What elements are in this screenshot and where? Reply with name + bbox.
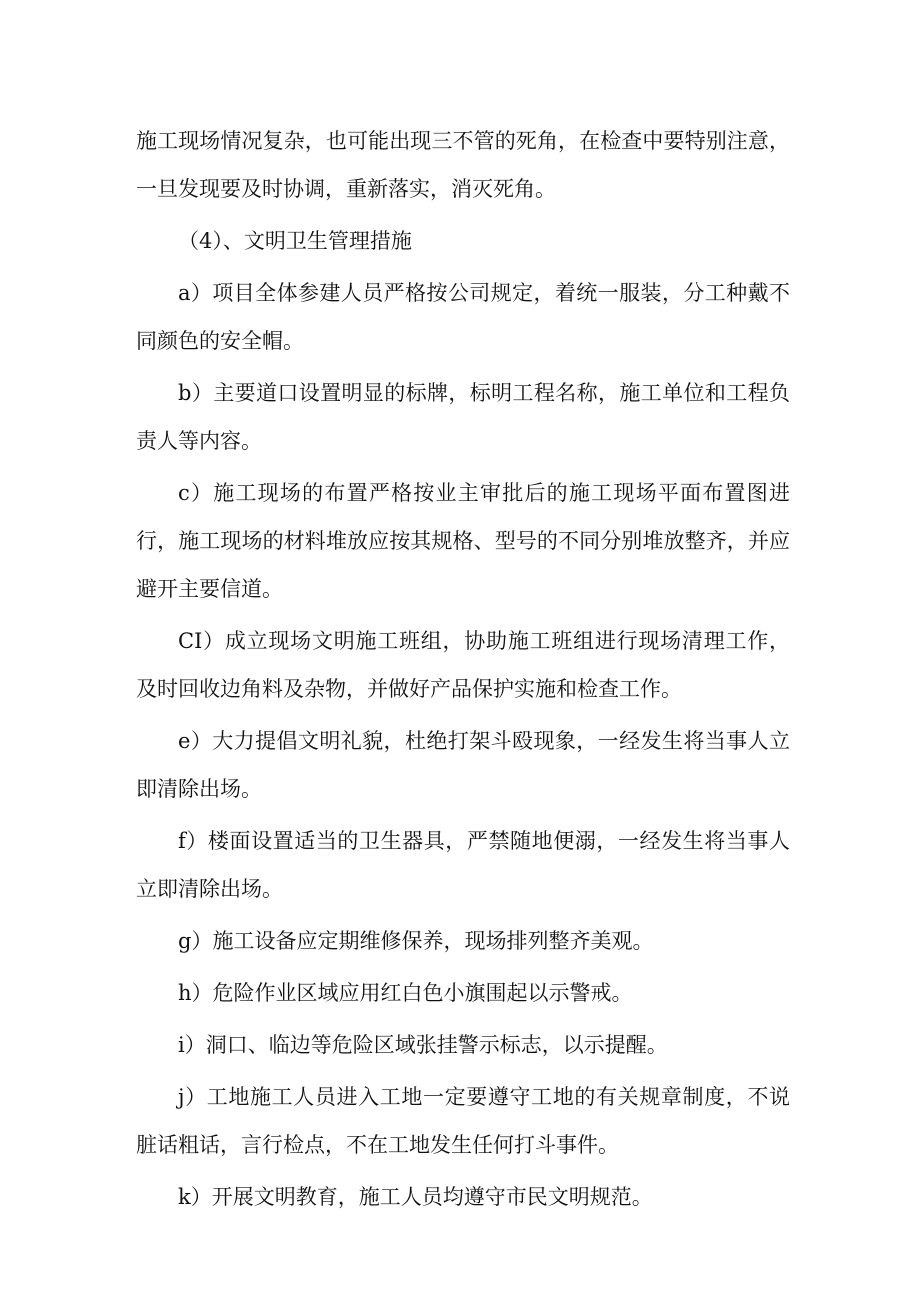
list-item-i: i）洞口、临边等危险区域张挂警示标志，以示提醒。: [178, 1033, 668, 1057]
list-item-j: j）工地施工人员进入工地一定要遵守工地的有关规章制度，不说脏话粗话，言行检点，不在工地发生任何打斗事件。: [136, 1085, 790, 1157]
list-item-e: e）大力提倡文明礼貌，杜绝打架斗殴现象，一经发生将当事人立即清除出场。: [136, 729, 790, 801]
list-item-b: b）主要道口设置明显的标牌，标明工程名称，施工单位和工程负责人等内容。: [136, 381, 790, 453]
list-item-c: c）施工现场的布置严格按业主审批后的施工现场平面布置图进行，施工现场的材料堆放应按其规格、型号的不同分别堆放整齐，并应避开主要信道。: [136, 481, 790, 601]
list-item-f: f）楼面设置适当的卫生器具，严禁随地便溺，一经发生将当事人立即清除出场。: [136, 829, 790, 901]
list-item-a: a）项目全体参建人员严格按公司规定，着统一服装，分工种戴不同颜色的安全帽。: [136, 281, 790, 353]
list-item-h: h）危险作业区域应用红白色小旗围起以示警戒。: [178, 981, 633, 1005]
list-item-g: g）施工设备应定期维修保养，现场排列整齐美观。: [178, 929, 654, 953]
document-body: [136, 117, 790, 1221]
section-heading: （4）、文明卫生管理措施: [178, 229, 412, 253]
paragraph-continuation: 施工现场情况复杂，也可能出现三不管的死角，在检查中要特别注意，一旦发现要及时协调，重新落实，消灭死角。: [136, 129, 790, 201]
list-item-k: k）开展文明教育，施工人员均遵守市民文明规范。: [178, 1185, 653, 1209]
list-item-d: CI）成立现场文明施工班组，协助施工班组进行现场清理工作，及时回收边角料及杂物，并做好产品保护实施和检查工作。: [136, 629, 790, 701]
